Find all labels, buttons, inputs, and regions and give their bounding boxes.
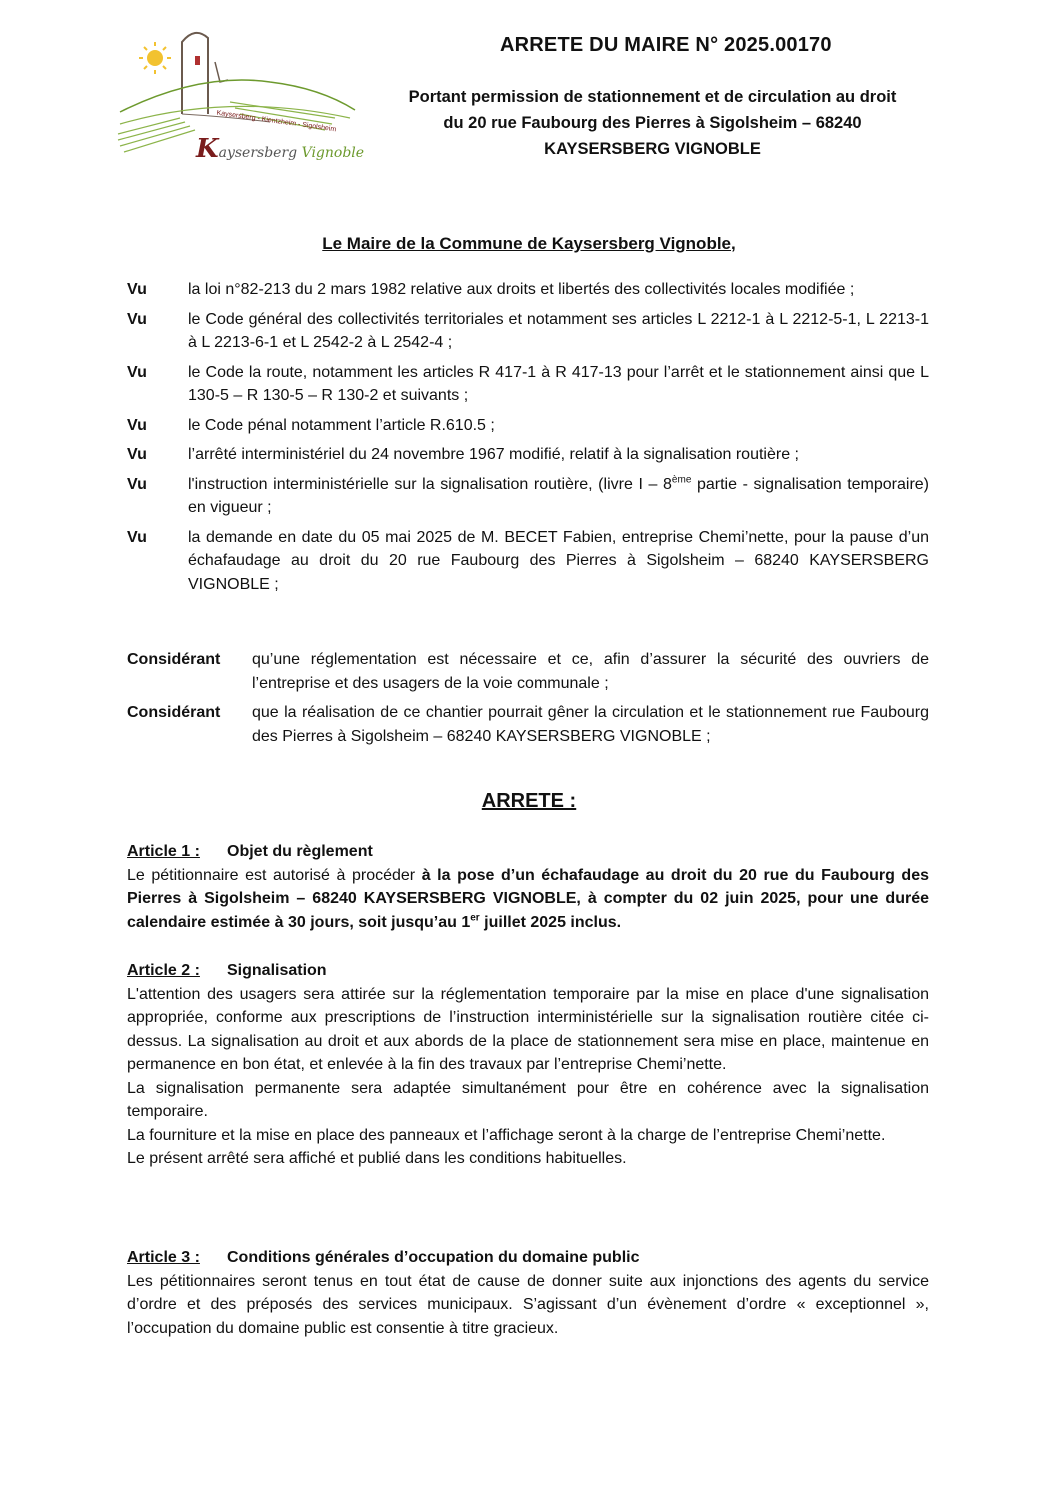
considerant-item [127,701,929,748]
vu-text: la demande en date du 05 mai 2025 de M. BECET Fabien, entreprise Chemi’nette, pour la pause d’un échafaudage au droit du 20 rue Faubourg des Pierres à Sigolsheim – 68240 KAYSERSBERG VIGNOBLE ; [188,528,929,593]
article-number: Article 2 : [127,962,200,979]
article-title: Conditions générales d’occupation du domaine public [227,1249,640,1266]
vu-label: Vu [127,446,147,463]
article-paragraph: Le présent arrêté sera affiché et publié dans les conditions habituelles. [127,1150,627,1167]
article-paragraph [127,864,929,935]
article-1-bold-end: juillet 2025 inclus. [479,913,622,931]
article-heading [127,1246,929,1270]
tower-icon [182,33,208,114]
article-heading [127,959,929,983]
vu-text: la loi n°82-213 du 2 mars 1982 relative aux droits et libertés des collectivités locales modifiée ; [188,281,855,298]
article-body [127,864,929,935]
article-title: Signalisation [227,962,327,979]
considerant-label: Considérant [127,704,221,721]
subtitle-line-1: Portant permission de stationnement et de circulation au droit [408,88,897,106]
vu-label: Vu [127,475,147,493]
article-number: Article 1 : [127,843,200,860]
subtitle-line-3: KAYSERSBERG VIGNOBLE [544,140,761,158]
considerant-label: Considérant [127,651,221,668]
vu-label: Vu [127,310,147,328]
vu-text: le Code général des collectivités territoriales et notamment ses articles L 2212-1 à L 2212-5-1, L 2213-1 à L 2213-6-1 et L 2542-2 à L 2542-4 ; [188,310,929,351]
vu-label: Vu [127,363,147,381]
article-number: Article 3 : [127,1249,200,1266]
vu-item [127,443,929,467]
considerant-item [127,648,929,695]
article-1-sup: er [470,912,480,924]
decree-subtitle [360,84,945,162]
vu-item [127,473,929,520]
logo-communes-text: Kaysersberg - Kientzheim - Sigolsheim [216,109,337,134]
vu-label: Vu [127,281,147,298]
vu-text-after: partie - signalisation temporaire) en vigueur ; [188,475,930,516]
article-heading [127,840,929,864]
considerant-text: qu’une réglementation est nécessaire et ce, afin d’assurer la sécurité des ouvriers de l’entreprise et des usagers de la voie communale ; [252,651,929,692]
logo-brand-rest: aysersberg [218,145,298,161]
article-paragraph: La fourniture et la mise en place des panneaux et l’affichage seront à la charge de l’entreprise Chemi’nette. [127,1126,886,1144]
logo-brand-vignoble: Vignoble [301,145,365,161]
vu-text [188,473,929,520]
arrete-heading: ARRETE : [481,790,577,812]
vu-label: Vu [127,416,147,434]
article-paragraph: La signalisation permanente sera adaptée simultanément pour être en cohérence avec la signalisation temporaire. [127,1079,929,1120]
logo-wordmark [196,134,365,166]
vu-text-before: l'instruction interministérielle sur la signalisation routière, (livre I – 8 [188,475,672,493]
considerant-list [127,648,929,754]
decree-title: ARRETE DU MAIRE N° 2025.00170 [500,34,832,56]
vu-text: l’arrêté interministériel du 24 novembre 1967 modifié, relatif à la signalisation routière ; [188,446,799,463]
mayor-heading: Le Maire de la Commune de Kaysersberg Vignoble, [322,234,736,253]
vu-item [127,414,929,438]
article-paragraph: L'attention des usagers sera attirée sur la réglementation temporaire par la mise en place d'une signalisation appropriée, conforme aux prescriptions de l’instruction interministérielle sur la signalisation routière citée ci-dessus. La signalisation au droit et aux abords de la place de stationnement sera mise en place, maintenue en permanence en bon état, et enlevée à la fin des travaux par l’entreprise Chemi’nette. [127,985,929,1073]
vu-item [127,308,929,355]
article-1-bold-text: à la pose d’un échafaudage au droit du 20 rue du Faubourg des Pierres à Sigolsheim – 68240 KAYSERSBERG VIGNOBLE, à compter du 02 juin 2025, pour une durée calendaire estimée à 30 jours, soit jusqu’au 1 [127,866,929,931]
article-body [127,983,929,1171]
vu-item [127,361,929,408]
considerant-text: que la réalisation de ce chantier pourrait gêner la circulation et le stationnement rue Faubourg des Pierres à Sigolsheim – 68240 KAYSERSBERG VIGNOBLE ; [252,704,929,745]
logo-letter-k: K [196,134,219,164]
vu-text-sup: ème [671,474,692,486]
article-title: Objet du règlement [227,843,373,860]
article-2 [127,959,929,1171]
article-paragraph: Les pétitionnaires seront tenus en tout état de cause de donner suite aux injonctions des agents du service d’ordre et des préposés des services municipaux. S’agissant d’un évènement d’ordre « exceptionnel », l’occupation du domaine public est consentie à titre gracieux. [127,1272,929,1337]
vu-item [127,526,929,597]
sun-icon [147,50,163,66]
subtitle-line-2: du 20 rue Faubourg des Pierres à Sigolsheim – 68240 [443,114,862,132]
article-3 [127,1246,929,1340]
article-1-intro: Le pétitionnaire est autorisé à procéder [127,866,422,884]
vu-label: Vu [127,528,147,546]
article-body [127,1270,929,1341]
vu-list [127,278,929,602]
vu-text: le Code pénal notamment l’article R.610.5 ; [188,416,495,434]
article-1 [127,840,929,934]
vu-text: le Code la route, notamment les articles R 417-1 à R 417-13 pour l’arrêt et le stationnement ainsi que L 130-5 – R 130-5 – R 130-2 et suivants ; [188,363,929,404]
vu-item [127,278,929,302]
